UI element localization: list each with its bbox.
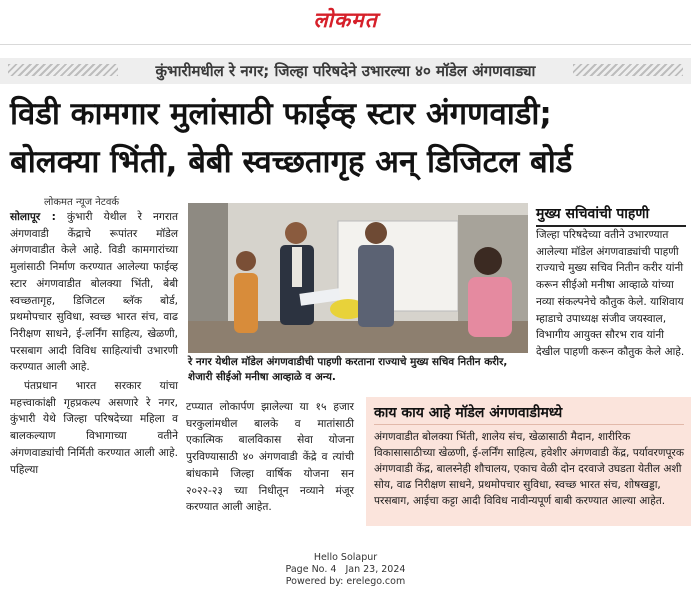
kicker-text: कुंभारीमधील रे नगर; जिल्हा परिषदेने उभारल्या ४० मॉडेल अंगणवाड्या	[155, 62, 536, 80]
infobox-heading: काय काय आहे मॉडेल अंगणवाडीमध्ये	[374, 405, 563, 421]
footer-powered: Powered by: erelego.com	[285, 576, 406, 587]
sidebar-heading: मुख्य सचिवांची पाहणी	[536, 206, 650, 222]
footer-page-date	[0, 564, 691, 576]
dateline: सोलापूर :	[10, 211, 56, 223]
masthead-divider	[0, 44, 691, 45]
article-column-1	[10, 209, 178, 478]
article-column-2: टप्प्यात लोकार्पण झालेल्या या १५ हजार घरकुलांमधील बालके व मातांसाठी एकात्मिक बालविकास सेवा योजना पुरविण्यासाठी ४० अंगणवाडी केंद्रे व त्यांची बांधकामे जिल्हा वार्षिक योजना सन २०२२-२३ च्या निधीतून नव्याने मंजूर करण्यात आली आहेत.	[186, 401, 354, 514]
footer-date: Jan 23, 2024	[345, 564, 406, 575]
photo-illustration	[188, 203, 528, 353]
headline-line-2: बोलक्या भिंती, बेबी स्वच्छतागृह अन् डिजिटल बोर्ड	[10, 144, 573, 180]
headline-line-1: विडी कामगार मुलांसाठी फाईव्ह स्टार अंगणवाडी;	[10, 96, 552, 132]
page-footer	[0, 552, 691, 588]
byline: लोकमत न्यूज नेटवर्क	[44, 197, 120, 208]
headline	[10, 90, 685, 186]
article-photo	[188, 203, 528, 353]
footer-edition: Hello Solapur	[313, 552, 378, 563]
article-paragraph-1: कुंभारी येथील रे नगरात अंगणवाडी केंद्राचे रूपांतर मॉडेल अंगणवाडीत केले आहे. विडी कामगारांच्या मुलांसाठी निर्माण करण्यात आलेल्या फाईव्ह स्टार अंगणवाडीत बोलक्या भिंती, बेबी स्वच्छतागृह, डिजिटल ब्लॅक बोर्ड, प्रथमोपचार सुविधा, स्वच्छ भारत संच, वाढ निरीक्षण साधने, ई-लर्निंग साहित्य, खेळणी, परसबाग आदी विविध साहित्यांची उभारणी करण्यात आली आहे.	[10, 211, 179, 374]
masthead-logo: लोकमत	[313, 8, 378, 32]
infobox-text: अंगणवाडीत बोलक्या भिंती, शालेय संच, खेळासाठी मैदान, शारीरिक विकासासाठीच्या खेळणी, ई-लर्निंग साहित्य, हवेशीर अंगणवाडी केंद्र, पर्यावरणपूरक अंगणवाडी केंद्र, बालस्नेही शौचालय, एकाच वेळी दोन दरवाजे उघडता येतील अशी सोय, वाढ निरीक्षण साधने, प्रथमोपचार सुविधा, स्वच्छ भारत संच, शोषखड्डा, परसबाग, आईचा कट्टा आदी विविध नावीन्यपूर्ण बाबी करण्यात आल्या आहेत.	[374, 431, 684, 507]
footer-page: Page No. 4	[285, 564, 337, 575]
infobox-heading-rule	[374, 424, 684, 425]
article-paragraph-2: पंतप्रधान भारत सरकार यांचा महत्त्वाकांक्षी गृहप्रकल्प असणारे रे नगर, कुंभारी येथे जिल्हा परिषदेच्या महिला व बालकल्याण विभागाच्या वतीने अंगणवाड्यांची निर्मिती करण्यात आली आहे. पहिल्या	[10, 380, 178, 476]
sidebar-text: जिल्हा परिषदेच्या वतीने उभारण्यात आलेल्या मॉडेल अंगणवाड्यांची पाहणी राज्याचे मुख्य सचिव नितीन करीर यांनी करून सीईओ मनीषा आव्हाळे यांच्या नव्या संकल्पनेचे कौतुक केले. याशिवाय म्हाडाचे उपाध्यक्ष संजीव जयस्वाल, विभागीय आयुक्त सौरभ राव यांनी देखील पाहणी करून कौतुक केले आहे.	[536, 229, 685, 358]
photo-caption: रे नगर येथील मॉडेल अंगणवाडीची पाहणी करताना राज्याचे मुख्य सचिव नितीन करीर, शेजारी सीईओ मनीषा आव्हाळे व अन्य.	[188, 356, 508, 383]
